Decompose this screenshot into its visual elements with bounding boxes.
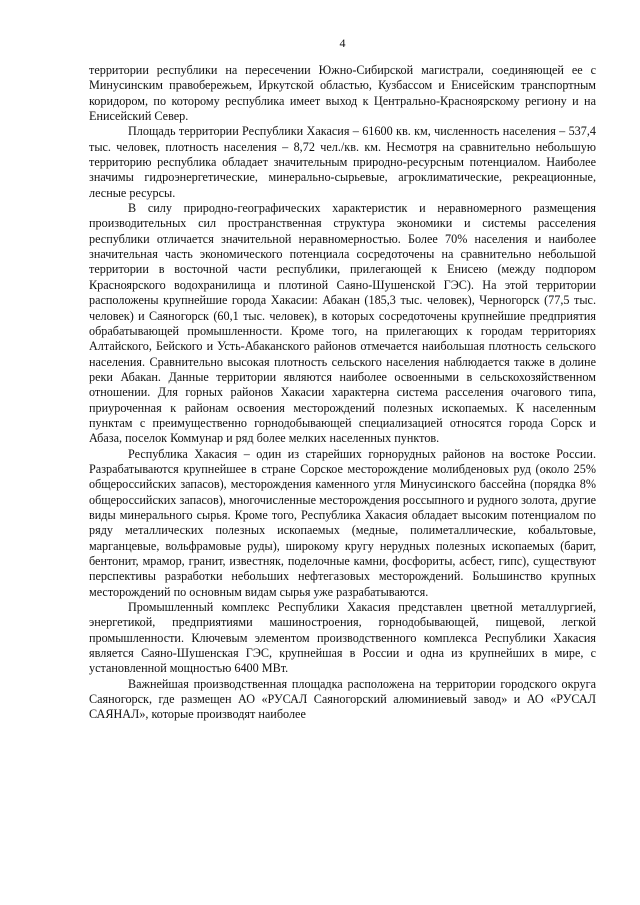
page-number: 4 (339, 36, 346, 50)
paragraph-industry: Промышленный комплекс Республики Хакасия представлен цветной металлургией, энергетикой, предприятиями машиностроения, горнодобывающей, пищевой, легкой промышленности. Ключевым элементом производственного комплекса Республики Хакасия является Саяно-Шушенская ГЭС, крупнейшая в России и одна из крупнейших в мире, с установленной мощностью 6400 МВт. (89, 600, 596, 676)
paragraph-area-population: Площадь территории Республики Хакасия – 61600 кв. км, численность населения – 537,4 тыс. человек, плотность населения – 8,72 чел./кв. км. Несмотря на сравнительно небольшую территорию республика обладает значительным природно-ресурсным потенциалом. Наиболее значимы гидроэнергетические, минерально-сырьевые, агроклиматические, рекреационные, лесные ресурсы. (89, 124, 596, 200)
paragraph-location: территории республики на пересечении Южно-Сибирской магистрали, соединяющей ее с Минусинским правобережьем, Иркутской областью, Кузбассом и Енисейским транспортным коридором, по которому республика имеет выход к Центрально-Красноярскому региону и на Енисейский Север. (89, 63, 596, 124)
paragraph-spatial-structure: В силу природно-географических характеристик и неравномерного размещения производительных сил пространственная структура экономики и системы расселения республики отличается значительной неравномерностью. Более 70% населения и наиболее значительная часть экономического потенциала сосредоточены на сравнительно небольшой территории в восточной части республики, прилегающей к Енисею (между подпором Красноярского водохранилища и плотиной Саяно-Шушенской ГЭС). На этой территории расположены крупнейшие города Хакасии: Абакан (185,3 тыс. человек), Черногорск (77,5 тыс. человек) и Саяногорск (60,1 тыс. человек), в которых сосредоточены крупнейшие предприятия обрабатывающей промышленности. Кроме того, на прилегающих к городам территориях Алтайского, Бейского и Усть-Абаканского районов отмечается наибольшая плотность сельского населения. Сравнительно высокая плотность сельского населения наблюдается также в долине реки Абакан. Данные территории являются наиболее освоенными в сельскохозяйственном отношении. Для горных районов Хакасии характерна система расселения очагового типа, приуроченная к районам освоения месторождений полезных ископаемых. К населенным пунктам с преимущественно горнодобывающей специализацией относятся города Сорск и Абаза, поселок Коммунар и ряд более мелких населенных пунктов. (89, 201, 596, 446)
paragraph-production-site: Важнейшая производственная площадка расположена на территории городского округа Саяногорск, где размещен АО «РУСАЛ Саяногорский алюминиевый завод» и АО «РУСАЛ САЯНАЛ», которые производят наиболее (89, 676, 596, 722)
paragraph-mining: Республика Хакасия – один из старейших горнорудных районов на востоке России. Разрабатываются крупнейшее в стране Сорское месторождение молибденовых руд (около 25% общероссийских запасов), месторождения каменного угля Минусинского бассейна (порядка 8% общероссийских запасов), многочисленные месторождения россыпного и рудного золота, другие виды минерального сырья. Кроме того, Республика Хакасия обладает высоким потенциалом по ряду металлических полезных ископаемых (медные, полиметаллические, кобальтовые, марганцевые, вольфрамовые руды), широкому кругу нерудных полезных ископаемых (барит, бентонит, мрамор, гранит, известняк, поделочные камни, фосфориты, асбест, гипс), существуют перспективы разработки небольших нефтегазовых месторождений. Большинство крупных месторождений по основным видам сырья уже разрабатываются. (89, 446, 596, 599)
